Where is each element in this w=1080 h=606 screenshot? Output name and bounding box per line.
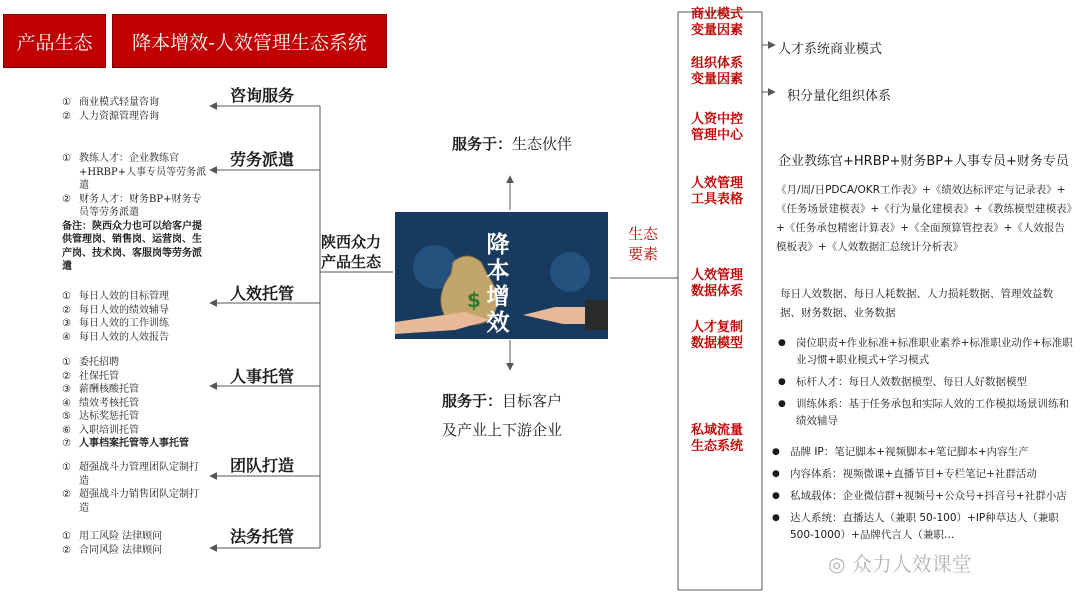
service-title: 咨询服务 bbox=[230, 86, 295, 105]
item-text: 教练人才：企业教练官+HRBP+人事专员等劳务派遣 bbox=[79, 153, 207, 191]
service-item bbox=[62, 356, 212, 370]
bullet-dot-icon: ● bbox=[772, 513, 780, 523]
service-item-list bbox=[62, 96, 212, 123]
item-number: ② bbox=[62, 110, 71, 122]
item-number: ④ bbox=[62, 397, 71, 409]
element-title: 组织体系变量因素 bbox=[690, 56, 743, 87]
item-number: ④ bbox=[62, 331, 71, 343]
item-number: ① bbox=[62, 531, 71, 542]
item-text: 绩效考核托管 bbox=[79, 397, 139, 409]
bullet-item bbox=[778, 374, 1075, 391]
item-number: ⑤ bbox=[62, 411, 71, 422]
svg-text:$: $ bbox=[467, 288, 481, 312]
item-number: ① bbox=[62, 357, 71, 368]
serve-top bbox=[452, 133, 572, 154]
item-number: ③ bbox=[62, 318, 71, 329]
watermark bbox=[828, 548, 972, 577]
item-number: ② bbox=[62, 544, 71, 556]
serve-bottom-prefix: 服务于： bbox=[442, 392, 503, 410]
bullet-dot-icon: ● bbox=[778, 338, 786, 348]
service-item bbox=[62, 110, 212, 124]
center-image-title: 降本增效 bbox=[486, 232, 510, 336]
item-text: 薪酬核酸托管 bbox=[79, 384, 139, 395]
service-title: 团队打造 bbox=[230, 456, 295, 475]
element-body: 人才系统商业模式 bbox=[778, 42, 883, 57]
item-number: ① bbox=[62, 153, 71, 164]
bullet-item bbox=[778, 335, 1075, 369]
service-item-list bbox=[62, 152, 207, 274]
service-item-list bbox=[62, 356, 212, 451]
header-title: 降本增效-人效管理生态系统 bbox=[112, 14, 387, 68]
service-item-list bbox=[62, 530, 212, 557]
serve-top-value: 生态伙伴 bbox=[512, 135, 573, 153]
element-body: 每日人效数据、每日人耗数据、人力损耗数据、管理效益数据、财务数据、业务数据 bbox=[780, 288, 1053, 319]
element-title: 人才复制数据模型 bbox=[690, 320, 743, 351]
item-number: ① bbox=[62, 291, 71, 302]
element-body: 《月/周/日PDCA/OKR工作表》+《绩效达标评定与记录表》+《任务场景建模表》+《行为量化建模表》+《教练模型建模表》+《任务承包精密计算表》+《全面预算管控表》+《人效报告模板表》+《人效数据汇总统计分析表》 bbox=[776, 184, 1072, 253]
bullet-text: 岗位职责+作业标准+标准职业素养+标准职业动作+标准职业习惯+职业模式+学习模式 bbox=[796, 337, 1073, 366]
service-note: 备注：陕西众力也可以给客户提供管理岗、销售岗、运营岗、生产岗、技术岗、客服岗等劳务派遣 bbox=[62, 220, 202, 272]
bullet-dot-icon: ● bbox=[772, 491, 780, 501]
service-title: 人事托管 bbox=[230, 367, 295, 386]
element-title: 商业模式变量因素 bbox=[690, 7, 743, 38]
item-text: 用工风险 法律顾问 bbox=[79, 531, 163, 542]
bullet-dot-icon: ● bbox=[772, 469, 780, 479]
wechat-icon: ◎ bbox=[828, 552, 846, 576]
element-title: 人资中控管理中心 bbox=[690, 112, 743, 143]
service-title: 劳务派遣 bbox=[230, 150, 295, 169]
service-item bbox=[62, 410, 212, 424]
item-number: ② bbox=[62, 370, 71, 382]
element-body: 企业教练官+HRBP+财务BP+人事专员+财务专员 bbox=[778, 154, 1069, 169]
service-item bbox=[62, 397, 212, 411]
item-number: ③ bbox=[62, 384, 71, 395]
bullet-text: 内容体系：视频微课+直播节目+专栏笔记+社群活动 bbox=[790, 468, 1037, 480]
eco-label: 生态要素 bbox=[627, 225, 658, 263]
service-item bbox=[62, 304, 212, 318]
element-title: 人效管理数据体系 bbox=[690, 268, 743, 299]
service-item bbox=[62, 317, 212, 331]
serve-bottom bbox=[442, 390, 562, 411]
item-text: 超强战斗力销售团队定制打造 bbox=[79, 489, 199, 514]
serve-top-prefix: 服务于： bbox=[452, 135, 513, 153]
item-number: ⑥ bbox=[62, 424, 71, 436]
item-text: 每日人效的人效报告 bbox=[79, 331, 169, 343]
item-number: ① bbox=[62, 97, 71, 108]
service-item bbox=[62, 193, 207, 220]
item-number: ⑦ bbox=[62, 438, 71, 449]
service-title: 人效托管 bbox=[230, 284, 295, 303]
bullet-text: 训练体系：基于任务承包和实际人效的工作模拟场景训练和绩效辅导 bbox=[796, 398, 1069, 427]
center-label: 陕西众力产品生态 bbox=[321, 233, 382, 271]
item-text: 每日人效的目标管理 bbox=[79, 291, 169, 302]
bullet-text: 达人系统：直播达人（兼职 50-100）+IP种草达人（兼职500-1000）+品牌代言人（兼职… bbox=[790, 512, 1059, 541]
service-item bbox=[62, 488, 207, 515]
item-text: 合同风险 法律顾问 bbox=[79, 544, 163, 556]
item-text: 入职培训托管 bbox=[79, 424, 139, 436]
item-text: 达标奖惩托管 bbox=[79, 411, 139, 422]
service-item bbox=[62, 544, 212, 558]
bullet-item bbox=[772, 466, 1077, 483]
element-body: 积分量化组织体系 bbox=[787, 89, 892, 104]
service-item bbox=[62, 96, 212, 110]
service-item bbox=[62, 370, 212, 384]
item-number: ② bbox=[62, 489, 71, 500]
service-item bbox=[62, 152, 207, 193]
header-tag: 产品生态 bbox=[3, 14, 106, 68]
item-text: 商业模式轻量咨询 bbox=[79, 97, 159, 108]
service-item bbox=[62, 383, 212, 397]
bullet-text: 私域载体：企业微信群+视频号+公众号+抖音号+社群小店 bbox=[790, 490, 1067, 502]
bullet-item bbox=[772, 488, 1077, 505]
service-title: 法务托管 bbox=[230, 527, 295, 546]
element-body bbox=[778, 335, 1075, 435]
bullet-dot-icon: ● bbox=[778, 377, 786, 387]
bullet-dot-icon: ● bbox=[772, 447, 780, 457]
element-title: 人效管理工具表格 bbox=[690, 176, 743, 207]
bullet-item bbox=[778, 396, 1075, 430]
watermark-text: 众力人效课堂 bbox=[851, 552, 972, 576]
item-text: 人事档案托管等人事托管 bbox=[79, 438, 189, 449]
item-number: ② bbox=[62, 193, 71, 205]
bullet-text: 品牌 IP：笔记脚本+视频脚本+笔记脚本+内容生产 bbox=[790, 446, 1029, 458]
element-body bbox=[772, 444, 1077, 549]
item-text: 超强战斗力管理团队定制打造 bbox=[79, 462, 199, 487]
item-number: ② bbox=[62, 304, 71, 316]
item-text: 每日人效的绩效辅导 bbox=[79, 304, 169, 316]
item-text: 委托招聘 bbox=[79, 357, 119, 368]
bullet-item bbox=[772, 510, 1077, 544]
serve-bottom-value: 目标客户 bbox=[502, 392, 563, 410]
service-item-list bbox=[62, 290, 212, 344]
service-item bbox=[62, 437, 212, 451]
bullet-item bbox=[772, 444, 1077, 461]
element-title: 私域流量生态系统 bbox=[690, 423, 743, 454]
service-item-list bbox=[62, 461, 207, 515]
service-item bbox=[62, 424, 212, 438]
serve-bottom-line2: 及产业上下游企业 bbox=[442, 421, 563, 439]
bullet-dot-icon: ● bbox=[778, 399, 786, 409]
service-item bbox=[62, 461, 207, 488]
item-number: ① bbox=[62, 462, 71, 473]
item-text: 财务人才：财务BP+财务专员等劳务派遣 bbox=[79, 193, 202, 218]
service-item bbox=[62, 530, 212, 544]
item-text: 社保托管 bbox=[79, 370, 119, 382]
service-item bbox=[62, 290, 212, 304]
item-text: 人力资源管理咨询 bbox=[79, 110, 159, 122]
service-item bbox=[62, 331, 212, 345]
bullet-text: 标杆人才：每日人效数据模型、每日人好数据模型 bbox=[796, 376, 1027, 388]
item-text: 每日人效的工作训练 bbox=[79, 318, 169, 329]
